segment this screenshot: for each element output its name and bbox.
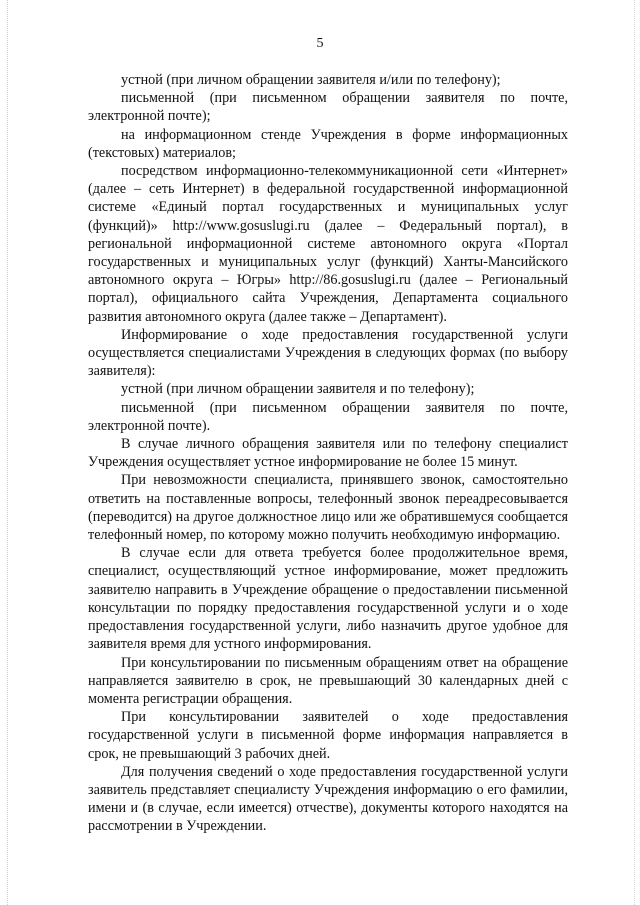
paragraph: В случае если для ответа требуется более продолжительное время, специалист, осуществляющий устное информирование, может предложить заявителю направить в Учреждение обращение о предоставлении письменной консультации по порядку предоставления государственной услуги и о ходе предоставления государственной услуги, либо назначить другое удобное для заявителя время для устного информирования. [88, 545, 568, 653]
paragraph: устной (при личном обращении заявителя и по телефону); [121, 381, 475, 398]
paragraph: на информационном стенде Учреждения в форме информационных (текстовых) материалов; [88, 126, 568, 161]
paragraph: Для получения сведений о ходе предоставления государственной услуги заявитель представляет специалисту Учреждения информацию о его фамилии, имени и (в случае, если имеется) отчестве), документы которого находятся на рассмотрении в Учреждении. [88, 763, 568, 835]
paragraph: посредством информационно-телекоммуникационной сети «Интернет» (далее – сеть Интернет) в федеральной государственной информационной системе «Единый портал государственных и муниципальных услуг (функций)» http://www.gosuslugi.ru (далее – Федеральный портал), в региональной информационной системе автономного округа «Портал государственных и муниципальных услуг (функций) Ханты-Мансийского автономного округа – Югры» http://86.gosuslugi.ru (далее – Региональный портал), официального сайта Учреждения, Департамента социального развития автономного округа (далее также – Департамент). [88, 163, 568, 325]
paragraph: При консультировании заявителей о ходе предоставления государственной услуги в письменной форме информация направляется в срок, не превышающий 3 рабочих дней. [88, 709, 568, 762]
paragraph: Информирование о ходе предоставления государственной услуги осуществляется специалистами Учреждения в следующих формах (по выбору заявителя): [88, 326, 568, 380]
paragraph: письменной (при письменном обращении заявителя по почте, электронной почте); [88, 90, 568, 125]
paragraph: письменной (при письменном обращении заявителя по почте, электронной почте). [88, 399, 568, 434]
paragraph: При консультировании по письменным обращениям ответ на обращение направляется заявителю в срок, не превышающий 30 календарных дней с момента регистрации обращения. [88, 654, 568, 707]
paragraph: В случае личного обращения заявителя или по телефону специалист Учреждения осуществляет устное информирование не более 15 минут. [88, 436, 568, 471]
document-body [88, 71, 568, 836]
paragraph: При невозможности специалиста, принявшего звонок, самостоятельно ответить на поставленные вопросы, телефонный звонок переадресовывается (переводится) на другое должностное лицо или же обратившемуся сообщается телефонный номер, по которому можно получить необходимую информацию. [88, 472, 568, 544]
scan-edge-right [634, 0, 635, 905]
paragraph: устной (при личном обращении заявителя и/или по телефону); [121, 72, 501, 88]
scan-edge-left [7, 0, 8, 905]
page-number: 5 [316, 36, 324, 51]
